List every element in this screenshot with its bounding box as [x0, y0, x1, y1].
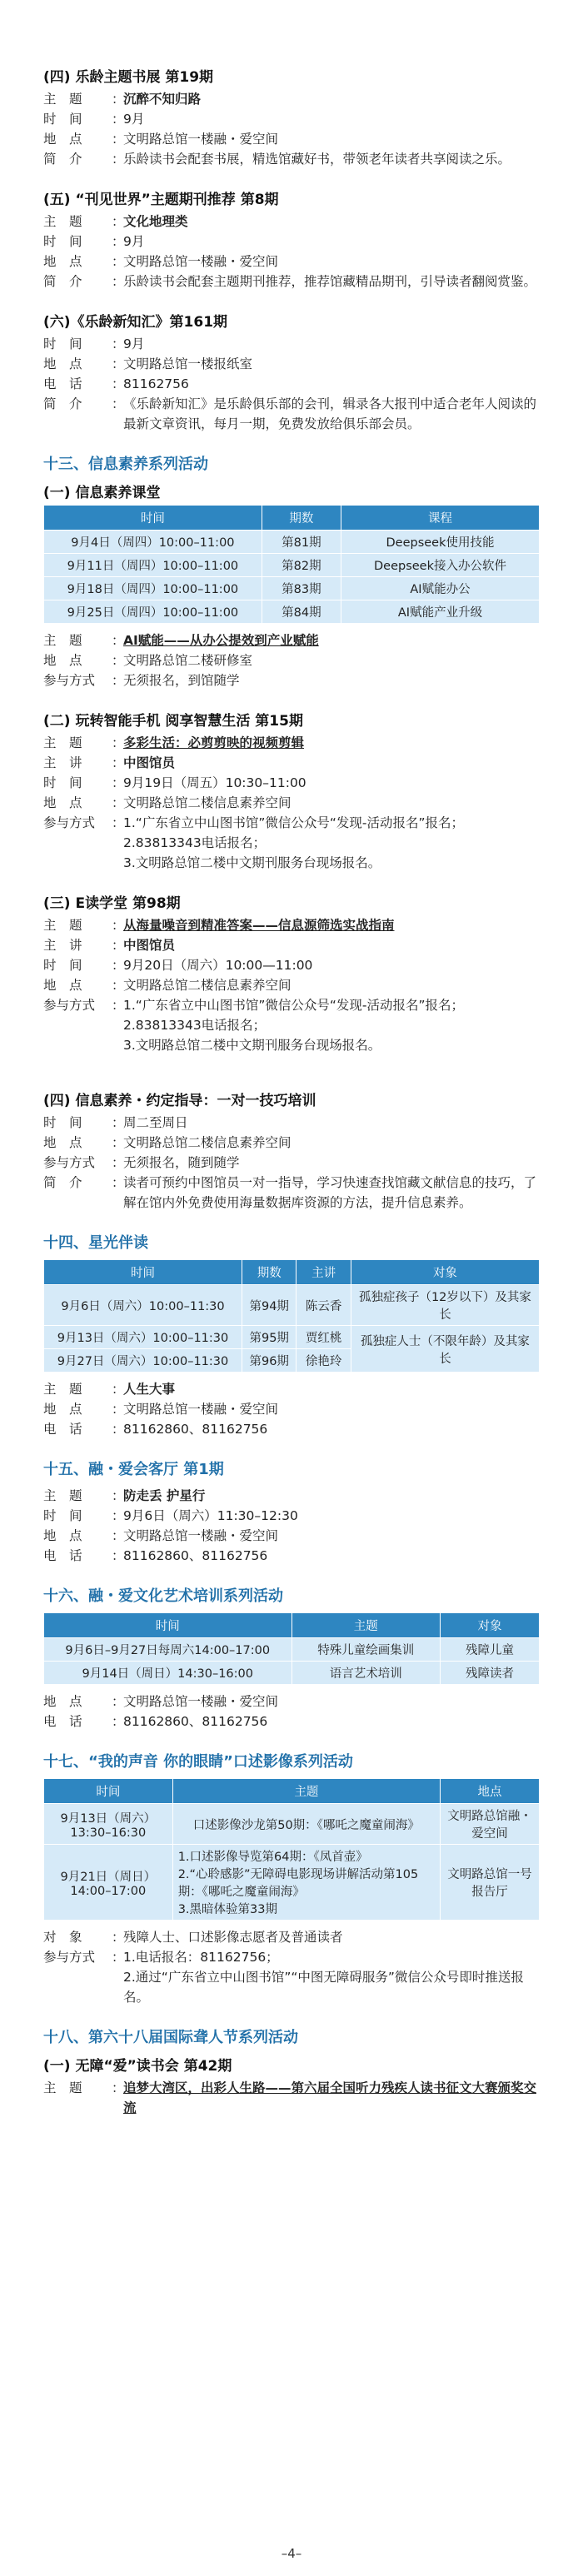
table-row: 9月13日（周六）13:30–16:30 口述影像沙龙第50期：《哪吒之魔童闹海》 文明路总馆融・爱空间: [44, 1804, 540, 1845]
field-place: 地 点 ： 文明路总馆一楼融・爱空间: [43, 254, 279, 269]
method-line: 3.文明路总馆二楼中文期刊服务台现场报名。: [123, 1038, 381, 1053]
field-place: 地 点 ： 文明路总馆一楼报纸室: [43, 356, 253, 371]
field-topic: 主 题 ： 人生大事: [43, 1382, 176, 1397]
section-smartphone-class: [43, 709, 540, 873]
field-intro: 简 介 ： 乐龄读书会配套主题期刊推荐，推荐馆藏精品期刊，引导读者翻阅赏鉴。: [43, 274, 537, 289]
section-lounge: [43, 1486, 540, 1566]
field-topic: 主 题 ： 从海量噪音到精准答案——信息源筛选实战指南: [43, 918, 395, 933]
field-place: 地 点 ： 文明路总馆一楼融・爱空间: [43, 1528, 279, 1543]
field-topic: 主 题 ： 追梦大湾区，出彩人生路——第六届全国听力残疾人读书征文大赛颁奖交流: [43, 2080, 537, 2115]
method-line: 3.文明路总馆二楼中文期刊服务台现场报名。: [123, 855, 381, 870]
table-header: 时间: [44, 1613, 292, 1638]
newsletter-heading: (六)《乐龄新知汇》第161期: [43, 314, 228, 331]
e-reading-heading: (三) E读学堂 第98期: [43, 895, 181, 912]
field-topic: 主 题 ： 防走丢 护星行: [43, 1488, 206, 1503]
field-method: 参与方式 ： 1.电话报名：81162756； 2.通过“广东省立中山图书馆”“中图无障碍服务”微信公众号即时推送报名。: [43, 1947, 540, 2007]
section-deaf-book-club: [43, 2054, 540, 2118]
field-intro: 简 介 ： 《乐龄新知汇》是乐龄俱乐部的会刊，辑录各大报刊中适合老年人阅读的最新文章资讯，每月一期，免费发放给俱乐部会员。: [43, 396, 537, 431]
info-class-heading: (一) 信息素养课堂: [43, 485, 161, 501]
table-row: 9月6日–9月27日每周六14:00–17:00 特殊儿童绘画集训 残障儿童: [44, 1638, 540, 1662]
section-e-reading-class: [43, 891, 540, 1055]
method-line: 2.83813343电话报名；: [123, 1018, 267, 1033]
field-topic: 主 题 ： AI赋能——从办公提效到产业赋能: [43, 633, 319, 648]
table-header: 地点: [441, 1779, 540, 1804]
table-header: 时间: [44, 1779, 173, 1804]
table-row: 9月6日（周六）10:00–11:30 第94期 陈云香 孤独症孩子（12岁以下）及其家长: [44, 1285, 540, 1326]
field-place: 地 点 ： 文明路总馆二楼信息素养空间: [43, 1135, 292, 1150]
table-row: 9月11日（周四）10:00–11:00 第82期 Deepseek接入办公软件: [44, 554, 540, 577]
field-topic: 主 题 ： 文化地理类: [43, 214, 188, 229]
one-on-one-heading: (四) 信息素养・约定指导：一对一技巧培训: [43, 1093, 316, 1109]
topic-line: 1.口述影像导览第64期：《凤首壶》: [177, 1851, 368, 1864]
table-row: 9月21日（周日）14:00–17:00 1.口述影像导览第64期：《凤首壶》 2.“心聆感影”无障碍电影现场讲解活动第105期：《哪吒之魔童闹海》 3.黑暗体验第33期 文明路总馆一号报告厅: [44, 1845, 540, 1921]
field-lecturer: 主 讲 ： 中图馆员: [43, 755, 176, 770]
field-time: 时 间 ： 9月20日（周六）10:00—11:00: [43, 958, 313, 973]
table-row: 9月25日（周四）10:00–11:00 第84期 AI赋能产业升级: [44, 600, 540, 624]
table-header: 对象: [351, 1260, 539, 1285]
deaf-book-club-heading: (一) 无障“爱”读书会 第42期: [43, 2058, 232, 2075]
method-line: 1.“广东省立中山图书馆”微信公众号“发现-活动报名”报名；: [123, 815, 465, 830]
journal-recommendation-heading: (五) “刊见世界”主题期刊推荐 第8期: [43, 192, 279, 208]
field-phone: 电 话 ： 81162860、81162756: [43, 1714, 268, 1729]
section-journal-recommendation: [43, 187, 540, 291]
section-15-title: 十五、融・爱会客厅 第1期: [43, 1461, 224, 1478]
section-art-training: [43, 1612, 540, 1731]
table-row: 9月4日（周四）10:00–11:00 第81期 Deepseek使用技能: [44, 531, 540, 554]
table-header: 期数: [242, 1260, 296, 1285]
section-info-literacy-class: [43, 481, 540, 690]
starlight-table: [43, 1259, 540, 1373]
section-13-title: 十三、信息素养系列活动: [43, 456, 208, 473]
table-header: 时间: [44, 506, 262, 531]
table-header: 主题: [172, 1779, 440, 1804]
field-time: 时 间 ： 9月: [43, 234, 145, 249]
field-phone: 电 话 ： 81162756: [43, 376, 189, 391]
topic-line: 2.“心聆感影”无障碍电影现场讲解活动第105期：《哪吒之魔童闹海》: [177, 1868, 419, 1899]
field-time: 时 间 ： 9月19日（周五）10:30–11:00: [43, 775, 306, 790]
field-topic: 主 题 ： 沉醉不知归路: [43, 92, 202, 107]
info-class-table: [43, 505, 540, 624]
table-row: 9月13日（周六）10:00–11:30 第95期 贾红桃 孤独症人士（不限年龄）及其家长: [44, 1326, 540, 1349]
table-row: 9月27日（周六）10:00–11:30 第96期 徐艳玲: [44, 1349, 540, 1373]
table-header: 时间: [44, 1260, 242, 1285]
field-method: 参与方式 ： 无须报名，随到随学: [43, 1155, 240, 1170]
field-place: 地 点 ： 文明路总馆一楼融・爱空间: [43, 1694, 279, 1709]
field-method: 参与方式 ： 1.“广东省立中山图书馆”微信公众号“发现-活动报名”报名； 2.83813343电话报名； 3.文明路总馆二楼中文期刊服务台现场报名。: [43, 813, 540, 873]
section-17-title: 十七、“我的声音 你的眼睛”口述影像系列活动: [43, 1753, 353, 1771]
table-row: 9月18日（周四）10:00–11:00 第83期 AI赋能办公: [44, 577, 540, 600]
field-phone: 电 话 ： 81162860、81162756: [43, 1548, 268, 1563]
field-method: 参与方式 ： 无须报名，到馆随学: [43, 673, 240, 688]
section-book-exhibition: [43, 65, 540, 169]
field-place: 地 点 ： 文明路总馆一楼融・爱空间: [43, 132, 279, 147]
method-line: 1.“广东省立中山图书馆”微信公众号“发现-活动报名”报名；: [123, 998, 465, 1013]
table-row: 9月14日（周日）14:30–16:00 语言艺术培训 残障读者: [44, 1662, 540, 1685]
table-header: 主讲: [296, 1260, 351, 1285]
method-line: 2.通过“广东省立中山图书馆”“中图无障碍服务”微信公众号即时推送报名。: [123, 1970, 524, 2005]
field-time: 时 间 ： 9月: [43, 336, 145, 351]
section-16-title: 十六、融・爱文化艺术培训系列活动: [43, 1587, 283, 1605]
table-header: 主题: [292, 1613, 441, 1638]
book-exhibition-heading: (四) 乐龄主题书展 第19期: [43, 69, 214, 86]
field-audience: 对 象 ： 残障人士、口述影像志愿者及普通读者: [43, 1930, 343, 1945]
field-place: 地 点 ： 文明路总馆二楼信息素养空间: [43, 795, 292, 810]
art-training-table: [43, 1612, 540, 1685]
table-header: 课程: [341, 506, 539, 531]
field-method: 参与方式 ： 1.“广东省立中山图书馆”微信公众号“发现-活动报名”报名； 2.83813343电话报名； 3.文明路总馆二楼中文期刊服务台现场报名。: [43, 995, 540, 1055]
section-14-title: 十四、星光伴读: [43, 1234, 148, 1252]
field-phone: 电 话 ： 81162860、81162756: [43, 1422, 268, 1437]
field-time: 时 间 ： 9月: [43, 112, 145, 127]
method-line: 2.83813343电话报名；: [123, 835, 267, 850]
table-header: 期数: [262, 506, 341, 531]
section-starlight-reading: [43, 1259, 540, 1439]
field-topic: 主 题 ： 多彩生活：必剪剪映的视频剪辑: [43, 735, 305, 750]
field-lecturer: 主 讲 ： 中图馆员: [43, 938, 176, 953]
section-audio-description: [43, 1778, 540, 2007]
field-time: 时 间 ： 9月6日（周六）11:30–12:30: [43, 1508, 298, 1523]
section-newsletter: [43, 310, 540, 434]
method-line: 1.电话报名：81162756；: [123, 1950, 279, 1965]
smartphone-heading: (二) 玩转智能手机 阅享智慧生活 第15期: [43, 713, 303, 730]
table-header: 对象: [441, 1613, 540, 1638]
field-time: 时 间 ： 周二至周日: [43, 1115, 188, 1130]
section-one-on-one: [43, 1089, 540, 1213]
topic-line: 3.黑暗体验第33期: [177, 1903, 277, 1916]
field-place: 地 点 ： 文明路总馆二楼研修室: [43, 653, 253, 668]
field-place: 地 点 ： 文明路总馆一楼融・爱空间: [43, 1402, 279, 1417]
field-intro: 简 介 ： 乐龄读书会配套书展，精选馆藏好书，带领老年读者共享阅读之乐。: [43, 152, 511, 167]
field-intro: 简 介 ： 读者可预约中图馆员一对一指导，学习快速查找馆藏文献信息的技巧，了解在馆内外免费使用海量数据库资源的方法，提升信息素养。: [43, 1175, 537, 1210]
page-number: –4–: [281, 2546, 302, 2561]
audio-description-table: [43, 1778, 540, 1921]
field-place: 地 点 ： 文明路总馆二楼信息素养空间: [43, 978, 292, 993]
section-18-title: 十八、第六十八届国际聋人节系列活动: [43, 2029, 298, 2046]
